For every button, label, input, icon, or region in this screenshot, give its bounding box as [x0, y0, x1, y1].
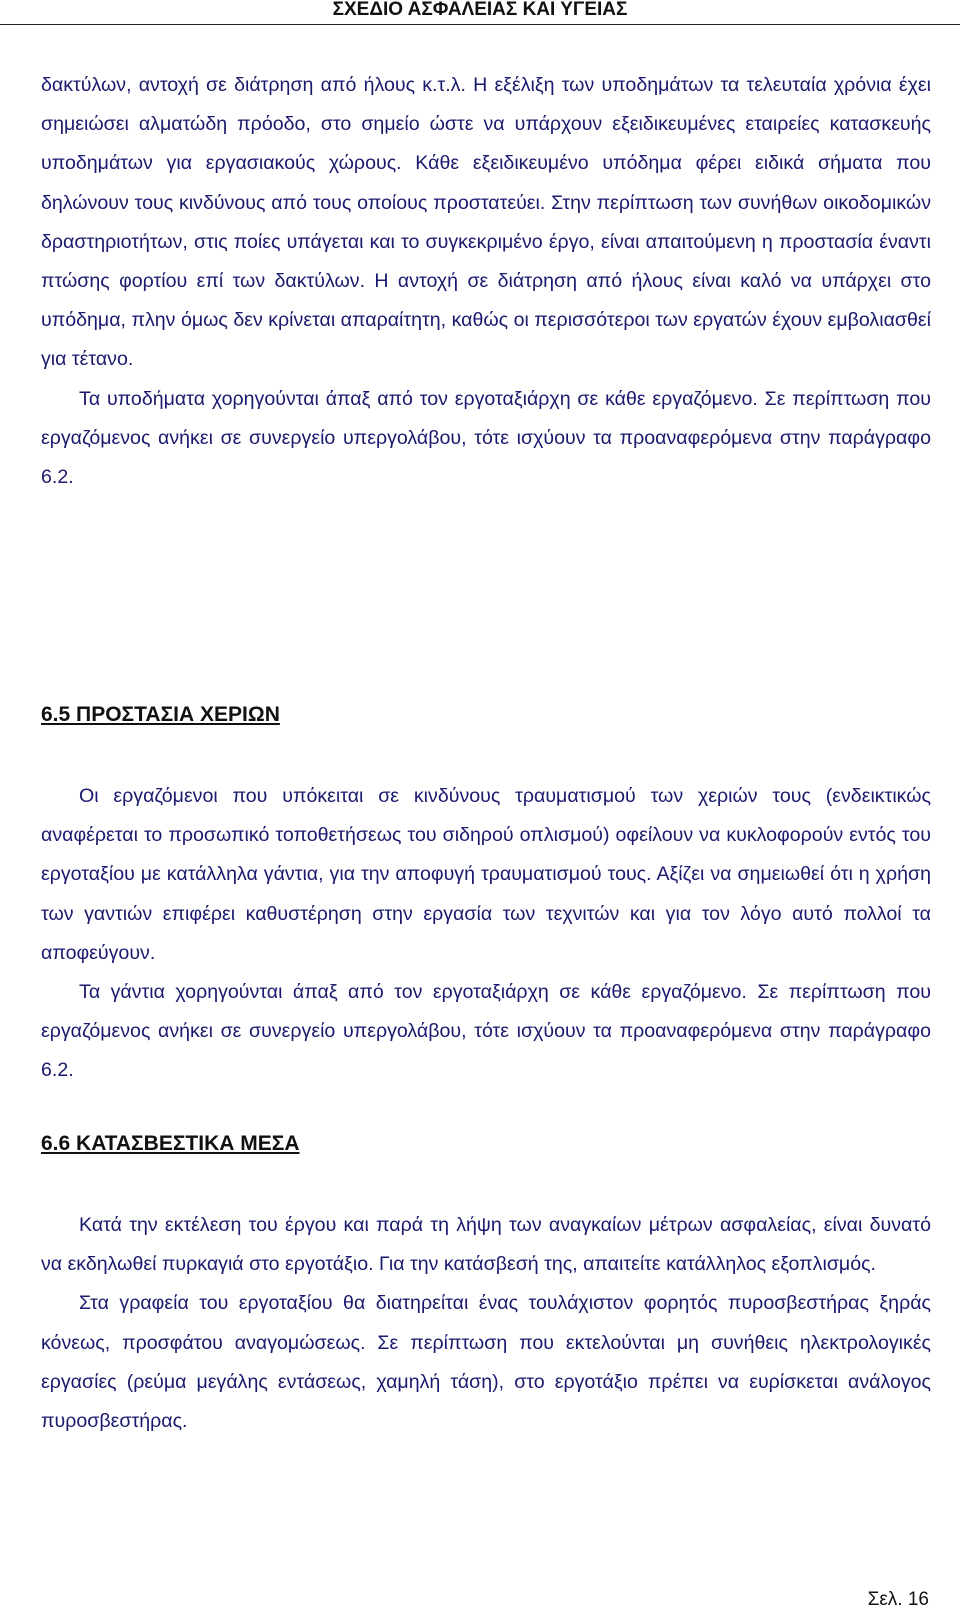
intro-section: [41, 66, 931, 497]
section-6-6-body: [41, 1206, 931, 1441]
page-number: Σελ. 16: [867, 1589, 929, 1610]
section-6-5-body: [41, 777, 931, 1091]
section-6-5-heading: 6.5 ΠΡΟΣΤΑΣΙΑ ΧΕΡΙΩΝ: [41, 703, 280, 726]
document-header: ΣΧΕΔΙΟ ΑΣΦΑΛΕΙΑΣ ΚΑΙ ΥΓΕΙΑΣ: [0, 0, 960, 25]
section-6-5-paragraph-1: Οι εργαζόμενοι που υπόκειται σε κινδύνους τραυματισμού των χεριών τους (ενδεικτικώς αναφέρεται το προσωπικό τοποθετήσεως του σιδηρού οπλισμού) οφείλουν να κυκλοφορούν εντός του εργοταξίου με κατάλληλα γάντια, για την αποφυγή τραυματισμού τους. Αξίζει να σημειωθεί ότι η χρήση των γαντιών επιφέρει καθυστέρηση στην εργασία των τεχνιτών και για τον λόγο αυτό πολλοί τα αποφεύγουν.: [41, 785, 931, 964]
section-6-6-heading: 6.6 ΚΑΤΑΣΒΕΣΤΙΚΑ ΜΕΣΑ: [41, 1132, 300, 1155]
section-6-5-paragraph-2: Τα γάντια χορηγούνται άπαξ από τον εργοταξιάρχη σε κάθε εργαζόμενο. Σε περίπτωση που εργαζόμενος ανήκει σε συνεργείο υπεργολάβου, τότε ισχύουν τα προαναφερόμενα στην παράγραφο 6.2.: [41, 981, 931, 1082]
section-6-5: [41, 700, 931, 730]
section-6-6-paragraph-2: Στα γραφεία του εργοταξίου θα διατηρείται ένας τουλάχιστον φορητός πυροσβεστήρας ξηράς κόνεως, προσφάτου αναγομώσεως. Σε περίπτωση που εκτελούνται μη συνήθεις ηλεκτρολογικές εργασίες (ρεύμα μεγάλης εντάσεως, χαμηλή τάση), στο εργοτάξιο πρέπει να ευρίσκεται ανάλογος πυροσβεστήρας.: [41, 1292, 931, 1433]
intro-paragraph-2: Τα υποδήματα χορηγούνται άπαξ από τον εργοταξιάρχη σε κάθε εργαζόμενο. Σε περίπτωση που εργαζόμενος ανήκει σε συνεργείο υπεργολάβου, τότε ισχύουν τα προαναφερόμενα στην παράγραφο 6.2.: [41, 387, 931, 489]
intro-paragraph-1: δακτύλων, αντοχή σε διάτρηση από ήλους κ.τ.λ. Η εξέλιξη των υποδημάτων τα τελευταία χρόνια έχει σημειώσει αλματώδη πρόοδο, στο σημείο ώστε να υπάρχουν εξειδικευμένες εταιρείες κατασκευής υποδημάτων για εργασιακούς χώρους. Κάθε εξειδικευμένο υπόδημα φέρει ειδικά σήματα που δηλώνουν τους κινδύνους από τους οποίους προστατεύει. Στην περίπτωση των συνήθων οικοδομικών δραστηριοτήτων, στις ποίες υπάγεται και το συγκεκριμένο έργο, είναι απαιτούμενη η προστασία έναντι πτώσης φορτίου επί των δακτύλων. Η αντοχή σε διάτρηση από ήλους είναι καλό να υπάρχει στο υπόδημα, πλην όμως δεν κρίνεται απαραίτητη, καθώς οι περισσότεροι των εργατών έχουν εμβολιασθεί για τέτανο.: [41, 74, 931, 371]
section-6-6-paragraph-1: Κατά την εκτέλεση του έργου και παρά τη λήψη των αναγκαίων μέτρων ασφαλείας, είναι δυνατό να εκδηλωθεί πυρκαγιά στο εργοτάξιο. Για την κατάσβεσή της, απαιτείτε κατάλληλος εξοπλισμός.: [41, 1214, 931, 1276]
section-6-6: [41, 1129, 931, 1159]
